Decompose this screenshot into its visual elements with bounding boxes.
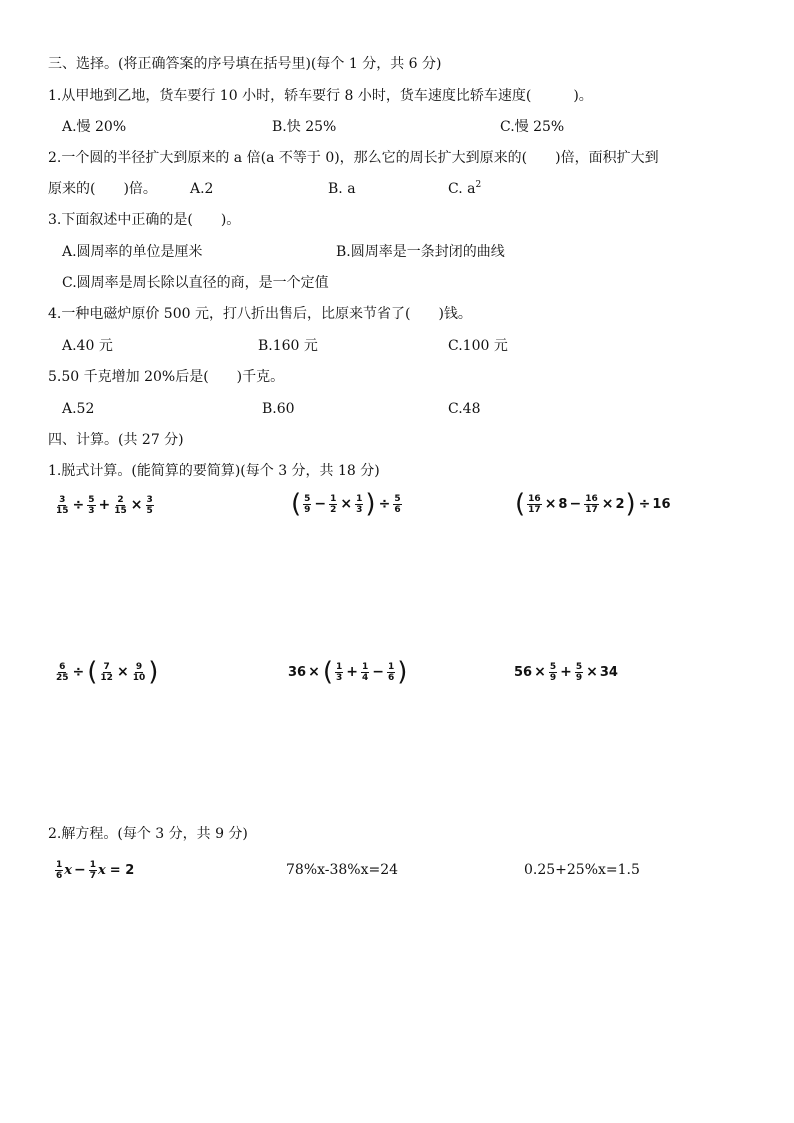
equation-1: 1 6 x − $\frac{1}{7}$ x = 2	[56, 859, 135, 881]
fraction: 5 9	[304, 493, 311, 515]
question-4: 4.一种电磁炉原价 500 元，打八折出售后，比原来节省了( )钱。	[48, 306, 472, 322]
fraction: $\frac{5}{9}$	[549, 661, 557, 683]
equation-3: 0.25+25%x=1.5	[524, 862, 640, 878]
fraction: $\frac{5}{9}$	[575, 661, 583, 683]
expression-1: $\frac{3}{15}$ ÷ $\frac{5}{3}$ + $\frac{2}{15}$ × $\frac{3}{5}$	[56, 494, 153, 516]
q1-option-c: C.慢 25%	[500, 119, 565, 135]
section-4-title: 四、计算。(共 27 分)	[48, 432, 184, 448]
question-1: 1.从甲地到乙地，货车要行 10 小时，轿车要行 8 小时，货车速度比轿车速度( )。	[48, 88, 593, 104]
superscript-2: 2	[475, 180, 482, 190]
q2-option-a: A.2	[190, 181, 214, 197]
expression-4: $\frac{6}{25}$ ÷ ( $\frac{7}{12}$ × $\frac{9}{10}$ )	[56, 657, 159, 687]
expression-6: 56 × $\frac{5}{9}$ + $\frac{5}{9}$ × 34	[514, 661, 618, 683]
fraction: $\frac{3}{15}$	[56, 494, 69, 516]
fraction: $\frac{1}{7}$	[89, 859, 97, 881]
fraction: $\frac{1}{3}$	[356, 493, 363, 515]
q1-option-b: B.快 25%	[272, 119, 337, 135]
q2-option-c: C. $a^2$	[448, 180, 482, 197]
question-2-line-2: 原来的( )倍。	[48, 181, 157, 197]
fraction: $\frac{1}{4}$	[361, 661, 369, 683]
q4-option-b: B.160 元	[258, 338, 318, 354]
q3-option-b: B.圆周率是一条封闭的曲线	[336, 244, 505, 260]
question-2-line-1: 2.一个圆的半径扩大到原来的 a 倍(a 不等于 0)，那么它的周长扩大到原来的( )倍，面积扩大到	[48, 150, 659, 166]
fraction: $\frac{1}{2}$	[330, 493, 337, 515]
expression-3: ( $\frac{16}{17}$ × 8 − $\frac{16}{17}$ × 2 ) ÷ 16	[515, 489, 671, 519]
fraction: $\frac{5}{3}$	[88, 494, 95, 516]
q1-option-a: A.慢 20%	[62, 119, 127, 135]
q5-option-a: A.52	[62, 401, 95, 417]
fraction: $\frac{9}{10}$	[132, 661, 146, 683]
equation-2: 78%x-38%x=24	[286, 862, 399, 878]
fraction: $\frac{6}{25}$	[56, 661, 69, 683]
fraction: $\frac{3}{5}$	[146, 494, 153, 516]
q5-option-c: C.48	[448, 401, 481, 417]
question-5: 5.50 千克增加 20%后是( )千克。	[48, 369, 285, 385]
fraction: $\frac{2}{15}$	[114, 494, 127, 516]
expression-2: ( 5 9 − $\frac{1}{2}$ × $\frac{1}{3}$ ) ÷ $\frac{5}{6}$	[291, 489, 401, 519]
fraction: $\frac{16}{17}$	[585, 493, 598, 515]
q4-option-c: C.100 元	[448, 338, 508, 354]
fraction: $\frac{5}{6}$	[394, 493, 401, 515]
fraction: 1 3	[335, 661, 343, 683]
q5-option-b: B.60	[262, 401, 295, 417]
q3-option-c: C.圆周率是周长除以直径的商，是一个定值	[62, 275, 329, 291]
fraction: 1 6	[56, 859, 63, 881]
question-3: 3.下面叙述中正确的是( )。	[48, 212, 241, 228]
expression-5: 36 × ( 1 3 + $\frac{1}{4}$ − $\frac{1}{6}$ )	[288, 657, 408, 687]
part-2-title: 2.解方程。(每个 3 分，共 9 分)	[48, 826, 248, 842]
fraction: $\frac{7}{12}$	[100, 661, 113, 683]
q3-option-a: A.圆周率的单位是厘米	[62, 244, 203, 260]
q2-option-b: B. a	[328, 181, 356, 197]
part-1-title: 1.脱式计算。(能简算的要简算)(每个 3 分，共 18 分)	[48, 463, 380, 479]
section-3-title: 三、选择。(将正确答案的序号填在括号里)(每个 1 分，共 6 分)	[48, 56, 442, 72]
fraction: $\frac{1}{6}$	[387, 661, 395, 683]
q4-option-a: A.40 元	[62, 338, 113, 354]
fraction: $\frac{16}{17}$	[528, 493, 541, 515]
